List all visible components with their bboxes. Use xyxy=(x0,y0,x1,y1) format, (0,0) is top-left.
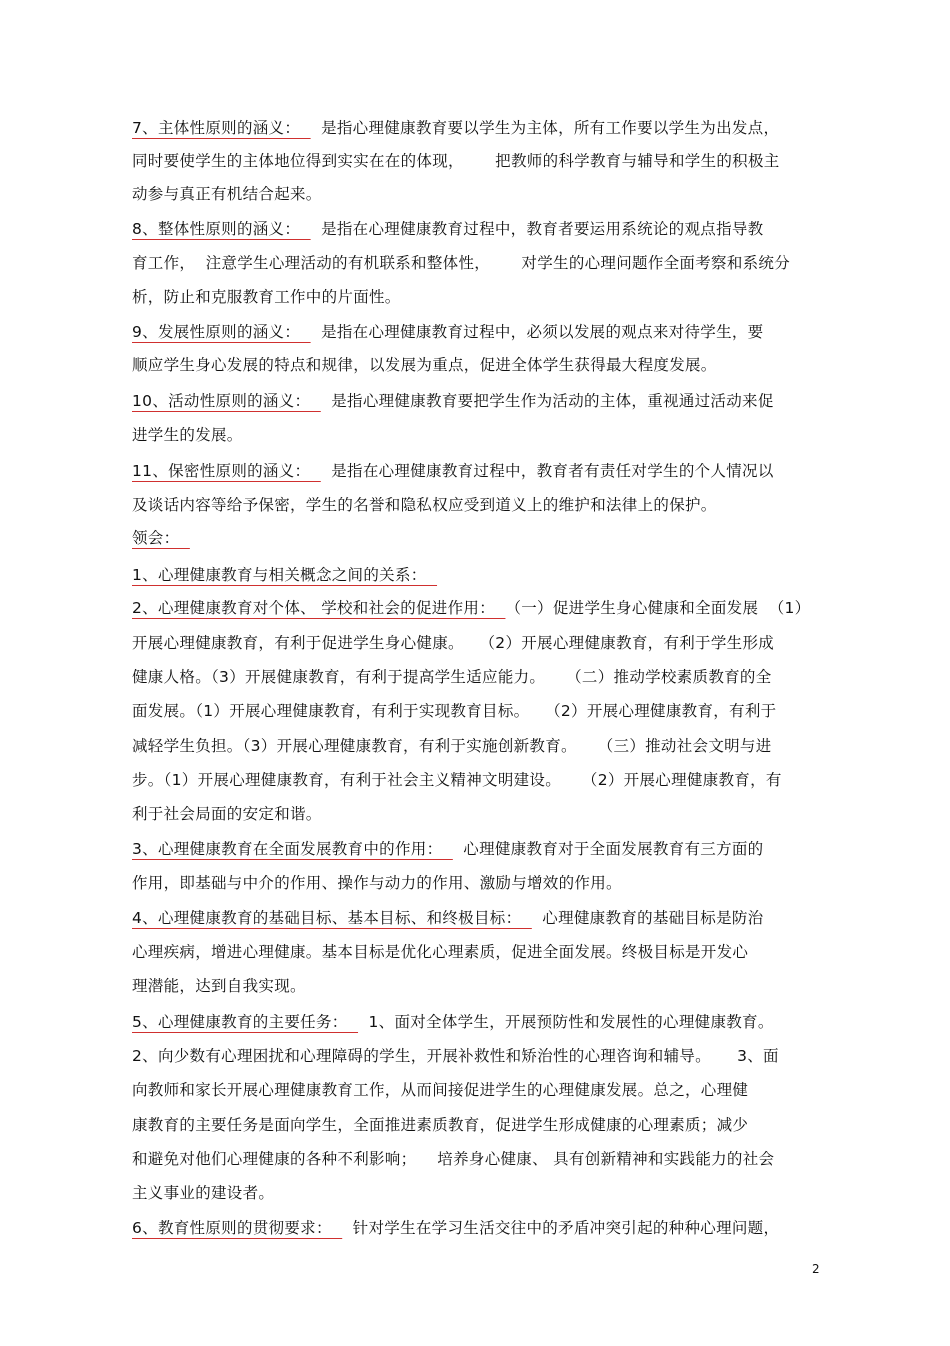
text-line xyxy=(132,1114,748,1136)
text-line xyxy=(132,632,774,654)
text-line xyxy=(132,354,717,376)
text-line xyxy=(132,183,322,205)
body-text: 理潜能，达到自我实现。 xyxy=(132,977,306,995)
text-line xyxy=(132,286,401,308)
section-heading: 5、心理健康教育的主要任务： xyxy=(132,1013,359,1031)
body-text: 是指在心理健康教育过程中，教育者要运用系统论的观点指导教 xyxy=(310,220,764,238)
text-line xyxy=(132,769,782,791)
body-text: 顺应学生身心发展的特点和规律，以发展为重点，促进全体学生获得最大程度发展。 xyxy=(132,356,717,374)
body-text: 进学生的发展。 xyxy=(132,426,243,444)
text-line xyxy=(132,1217,779,1239)
section-heading: 11、保密性原则的涵义： xyxy=(132,462,321,480)
body-text: 针对学生在学习生活交往中的矛盾冲突引起的种种心理问题， xyxy=(342,1219,780,1237)
body-text: 2、向少数有心理困扰和心理障碍的学生，开展补救性和矫治性的心理咨询和辅导。 3、面 xyxy=(132,1047,779,1065)
body-text: 减轻学生负担。（3）开展心理健康教育，有利于实施创新教育。 （三）推动社会文明与进 xyxy=(132,737,772,755)
section-heading: 1、心理健康教育与相关概念之间的关系： xyxy=(132,566,438,584)
body-text: 主义事业的建设者。 xyxy=(132,1184,275,1202)
section-heading: 4、心理健康教育的基础目标、基本目标、和终极目标： xyxy=(132,909,532,927)
text-line xyxy=(132,1079,748,1101)
section-heading: 9、发展性原则的涵义： xyxy=(132,323,311,341)
body-text: 是指心理健康教育要把学生作为活动的主体，重视通过活动来促 xyxy=(320,392,774,410)
body-text: 心理健康教育的基础目标是防治 xyxy=(531,909,764,927)
body-text: 利于社会局面的安定和谐。 xyxy=(132,805,322,823)
body-text: 向教师和家长开展心理健康教育工作，从而间接促进学生的心理健康发展。总之，心理健 xyxy=(132,1081,749,1099)
section-heading: 6、教育性原则的贯彻要求： xyxy=(132,1219,343,1237)
text-line xyxy=(132,597,810,619)
body-text: 同时要使学生的主体地位得到实实在在的体现， 把教师的科学教育与辅导和学生的积极主 xyxy=(132,152,780,170)
body-text: （一）促进学生身心健康和全面发展 （1） xyxy=(505,599,811,617)
text-line xyxy=(132,700,776,722)
body-text: 健康人格。（3）开展健康教育，有利于提高学生适应能力。 （二）推动学校素质教育的全 xyxy=(132,668,772,686)
body-text: 和避免对他们心理健康的各种不利影响； 培养身心健康、 具有创新精神和实践能力的社会 xyxy=(132,1150,775,1168)
text-line xyxy=(132,1045,779,1067)
text-line xyxy=(132,390,774,412)
body-text: 是指心理健康教育要以学生为主体，所有工作要以学生为出发点， xyxy=(310,119,780,137)
text-line xyxy=(132,117,779,139)
text-line xyxy=(132,460,774,482)
body-text: 析，防止和克服教育工作中的片面性。 xyxy=(132,288,401,306)
text-line xyxy=(132,321,763,343)
text-line xyxy=(132,150,780,172)
body-text: 1、面对全体学生，开展预防性和发展性的心理健康教育。 xyxy=(358,1013,774,1031)
section-heading: 7、主体性原则的涵义： xyxy=(132,119,311,137)
section-heading: 领会： xyxy=(132,529,190,547)
text-line xyxy=(132,975,306,997)
text-line xyxy=(132,1011,774,1033)
body-text: 面发展。（1）开展心理健康教育，有利于实现教育目标。 （2）开展心理健康教育，有利于 xyxy=(132,702,777,720)
text-line xyxy=(132,1148,774,1170)
body-text: 康教育的主要任务是面向学生，全面推进素质教育，促进学生形成健康的心理素质；减少 xyxy=(132,1116,749,1134)
section-heading: 2、心理健康教育对个体、 学校和社会的促进作用： xyxy=(132,599,506,617)
text-line xyxy=(132,803,322,825)
body-text: 是指在心理健康教育过程中，教育者有责任对学生的个人情况以 xyxy=(320,462,774,480)
body-text: 动参与真正有机结合起来。 xyxy=(132,185,322,203)
section-heading: 3、心理健康教育在全面发展教育中的作用： xyxy=(132,840,453,858)
text-line xyxy=(132,252,790,274)
body-text: 步。（1）开展心理健康教育，有利于社会主义精神文明建设。 （2）开展心理健康教育，有 xyxy=(132,771,782,789)
text-line xyxy=(132,735,772,757)
body-text: 及谈话内容等给予保密，学生的名誉和隐私权应受到道义上的维护和法律上的保护。 xyxy=(132,496,717,514)
text-line xyxy=(132,424,243,446)
text-line xyxy=(132,218,763,240)
body-text: 心理疾病，增进心理健康。基本目标是优化心理素质，促进全面发展。终极目标是开发心 xyxy=(132,943,749,961)
section-heading: 10、活动性原则的涵义： xyxy=(132,392,321,410)
text-line xyxy=(132,907,763,929)
text-line xyxy=(132,564,437,586)
text-line xyxy=(132,838,763,860)
text-line xyxy=(132,872,622,894)
body-text: 心理健康教育对于全面发展教育有三方面的 xyxy=(452,840,764,858)
text-line xyxy=(132,941,748,963)
body-text: 是指在心理健康教育过程中，必须以发展的观点来对待学生，要 xyxy=(310,323,764,341)
text-line xyxy=(132,666,772,688)
text-line xyxy=(132,527,190,549)
body-text: 开展心理健康教育，有利于促进学生身心健康。 （2）开展心理健康教育，有利于学生形成 xyxy=(132,634,775,652)
body-text: 作用，即基础与中介的作用、操作与动力的作用、激励与增效的作用。 xyxy=(132,874,622,892)
section-heading: 8、整体性原则的涵义： xyxy=(132,220,311,238)
body-text: 育工作， 注意学生心理活动的有机联系和整体性， 对学生的心理问题作全面考察和系统分 xyxy=(132,254,791,272)
text-line xyxy=(132,1182,274,1204)
page-number: 2 xyxy=(812,1262,820,1276)
text-line xyxy=(132,494,717,516)
